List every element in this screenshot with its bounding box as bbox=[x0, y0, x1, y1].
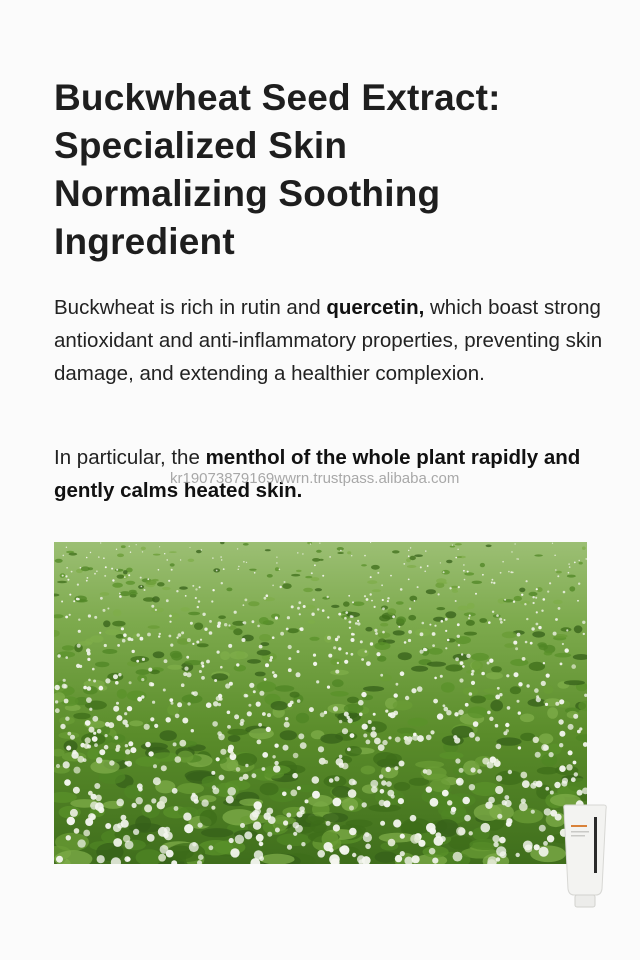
intro-text-2: which boast strong antioxidant and anti-inflammatory properties, preventing skin damage, and extending a healthier complexion. bbox=[54, 296, 603, 385]
title-line-3: Normalizing Soothing bbox=[54, 173, 441, 214]
watermark: kr19073879169wwrn.trustpass.alibaba.com bbox=[170, 470, 460, 487]
menthol-bold: menthol of the whole plant rapidly and gently calms heated skin. bbox=[54, 446, 581, 502]
title-line-2: Specialized Skin bbox=[54, 125, 348, 166]
intro-paragraph bbox=[54, 291, 614, 390]
buckwheat-field-photo bbox=[54, 542, 587, 864]
cream-tube-product bbox=[560, 803, 610, 909]
intro-text-1: Buckwheat is rich in rutin and bbox=[54, 296, 327, 319]
title-line-1: Buckwheat Seed Extract: bbox=[54, 77, 501, 118]
title-line-4: Ingredient bbox=[54, 221, 235, 262]
intro-bold-quercetin: quercetin, bbox=[326, 296, 425, 319]
page-title bbox=[54, 74, 614, 266]
menthol-text-1: In particular, the bbox=[54, 446, 206, 469]
